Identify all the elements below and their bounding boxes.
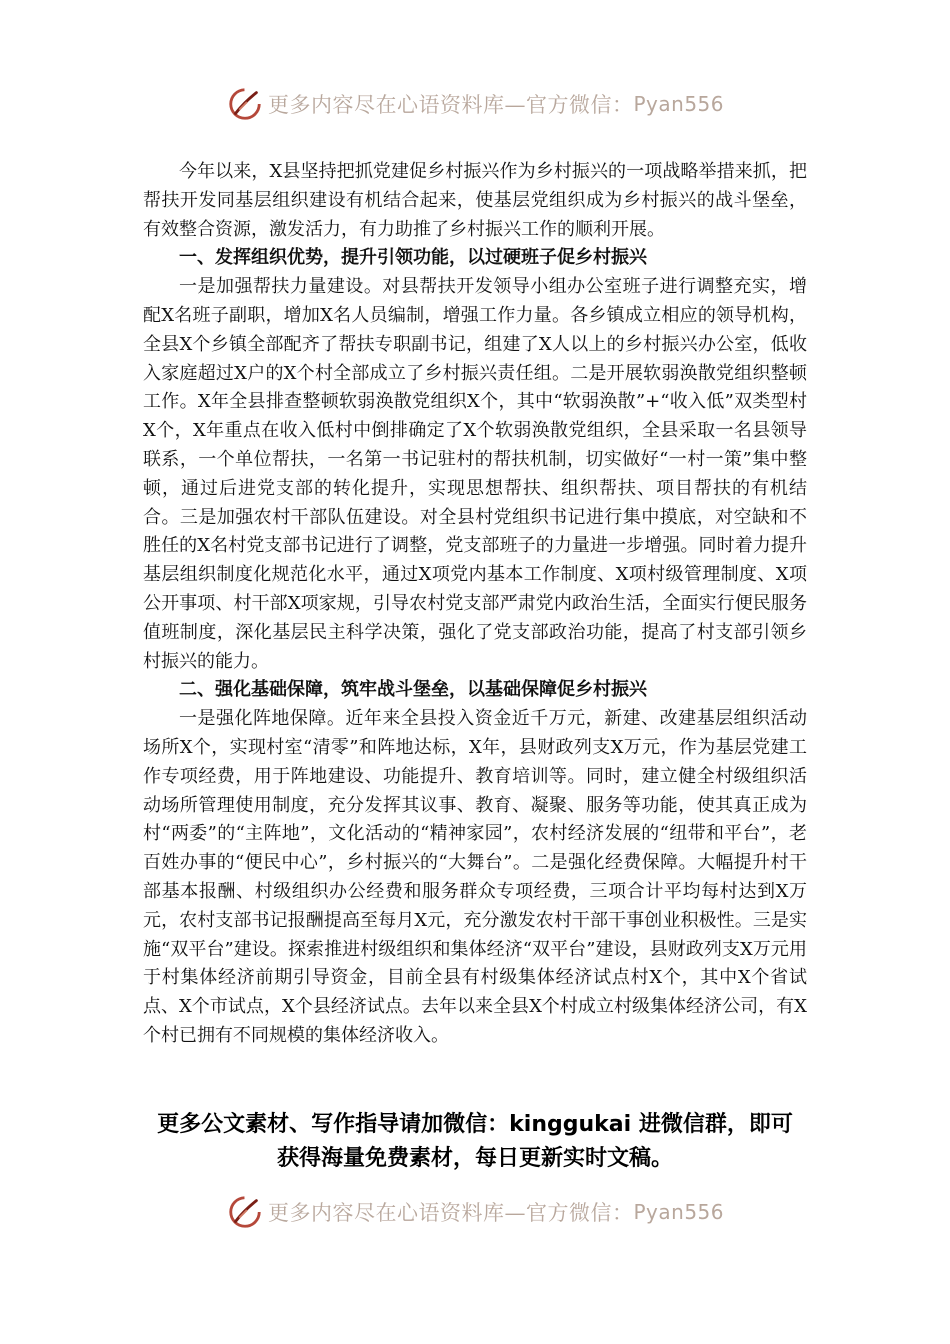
promo-line-2: 获得海量免费素材，每日更新实时文稿。 — [276, 1146, 673, 1171]
section-2-paragraph: 一是强化阵地保障。近年来全县投入资金近千万元，新建、改建基层组织活动场所X个，实现村室“清零”和阵地达标，X年，县财政列支X万元，作为基层党建工作专项经费，用于阵地建设、功能提升、教育培训等。同时，建立健全村级组织活动场所管理使用制度，充分发挥其议事、教育、凝聚、服务等功能，使其真正成为村“两委”的“主阵地”，文化活动的“精神家园”，农村经济发展的“纽带和平台”，老百姓办事的“便民中心”，乡村振兴的“大舞台”。二是强化经费保障。大幅提升村干部基本报酬、村级组织办公经费和服务群众专项经费，三项合计平均每村达到X万元，农村支部书记报酬提高至每月X元，充分激发农村干部干事创业积极性。三是实施“双平台”建设。探索推进村级组织和集体经济“双平台”建设，县财政列支X万元用于村集体经济前期引导资金，目前全县有村级集体经济试点村X个，其中X个省试点、X个市试点，X个县经济试点。去年以来全县X个村成立村级集体经济公司，有X个村已拥有不同规模的集体经济收入。 — [143, 708, 807, 1046]
document-body — [143, 158, 807, 1051]
watermark-text: 更多内容尽在心语资料库—官方微信： — [267, 93, 634, 117]
brush-logo-icon — [226, 85, 264, 123]
watermark-header — [0, 84, 950, 124]
section-heading-1: 一、发挥组织优势，提升引领功能，以过硬班子促乡村振兴 — [179, 247, 647, 269]
intro-paragraph: 今年以来，X县坚持把抓党建促乡村振兴作为乡村振兴的一项战略举措来抓，把帮扶开发同基层组织建设有机结合起来，使基层党组织成为乡村振兴的战斗堡垒，有效整合资源，激发活力，有力助推了乡村振兴工作的顺利开展。 — [143, 161, 807, 240]
brush-logo-icon — [226, 1193, 264, 1231]
watermark-text: 更多内容尽在心语资料库—官方微信： — [267, 1201, 634, 1225]
watermark-handle: Pyan556 — [633, 92, 724, 116]
promo-line-1: 更多公文素材、写作指导请加微信：kinggukai 进微信群，即可 — [157, 1112, 793, 1137]
promo-notice — [110, 1108, 840, 1176]
watermark-footer — [0, 1192, 950, 1232]
watermark-handle: Pyan556 — [633, 1200, 724, 1224]
section-heading-2: 二、强化基础保障，筑牢战斗堡垒，以基础保障促乡村振兴 — [179, 679, 647, 701]
section-1-paragraph: 一是加强帮扶力量建设。对县帮扶开发领导小组办公室班子进行调整充实，增配X名班子副职，增加X名人员编制，增强工作力量。各乡镇成立相应的领导机构，全县X个乡镇全部配齐了帮扶专职副书记，组建了X人以上的乡村振兴办公室，低收入家庭超过X户的X个村全部成立了乡村振兴责任组。二是开展软弱涣散党组织整顿工作。X年全县排查整顿软弱涣散党组织X个，其中“软弱涣散”+“收入低”双类型村X个，X年重点在收入低村中倒排确定了X个软弱涣散党组织，全县采取一名县领导联系，一个单位帮扶，一名第一书记驻村的帮扶机制，切实做好“一村一策”集中整顿，通过后进党支部的转化提升，实现思想帮扶、组织帮扶、项目帮扶的有机结合。三是加强农村干部队伍建设。对全县村党组织书记进行集中摸底，对空缺和不胜任的X名村党支部书记进行了调整，党支部班子的力量进一步增强。同时着力提升基层组织制度化规范化水平，通过X项党内基本工作制度、X项村级管理制度、X项公开事项、村干部X项家规，引导农村党支部严肃党内政治生活，全面实行便民服务值班制度，深化基层民主科学决策，强化了党支部政治功能，提高了村支部引领乡村振兴的能力。 — [143, 276, 807, 672]
